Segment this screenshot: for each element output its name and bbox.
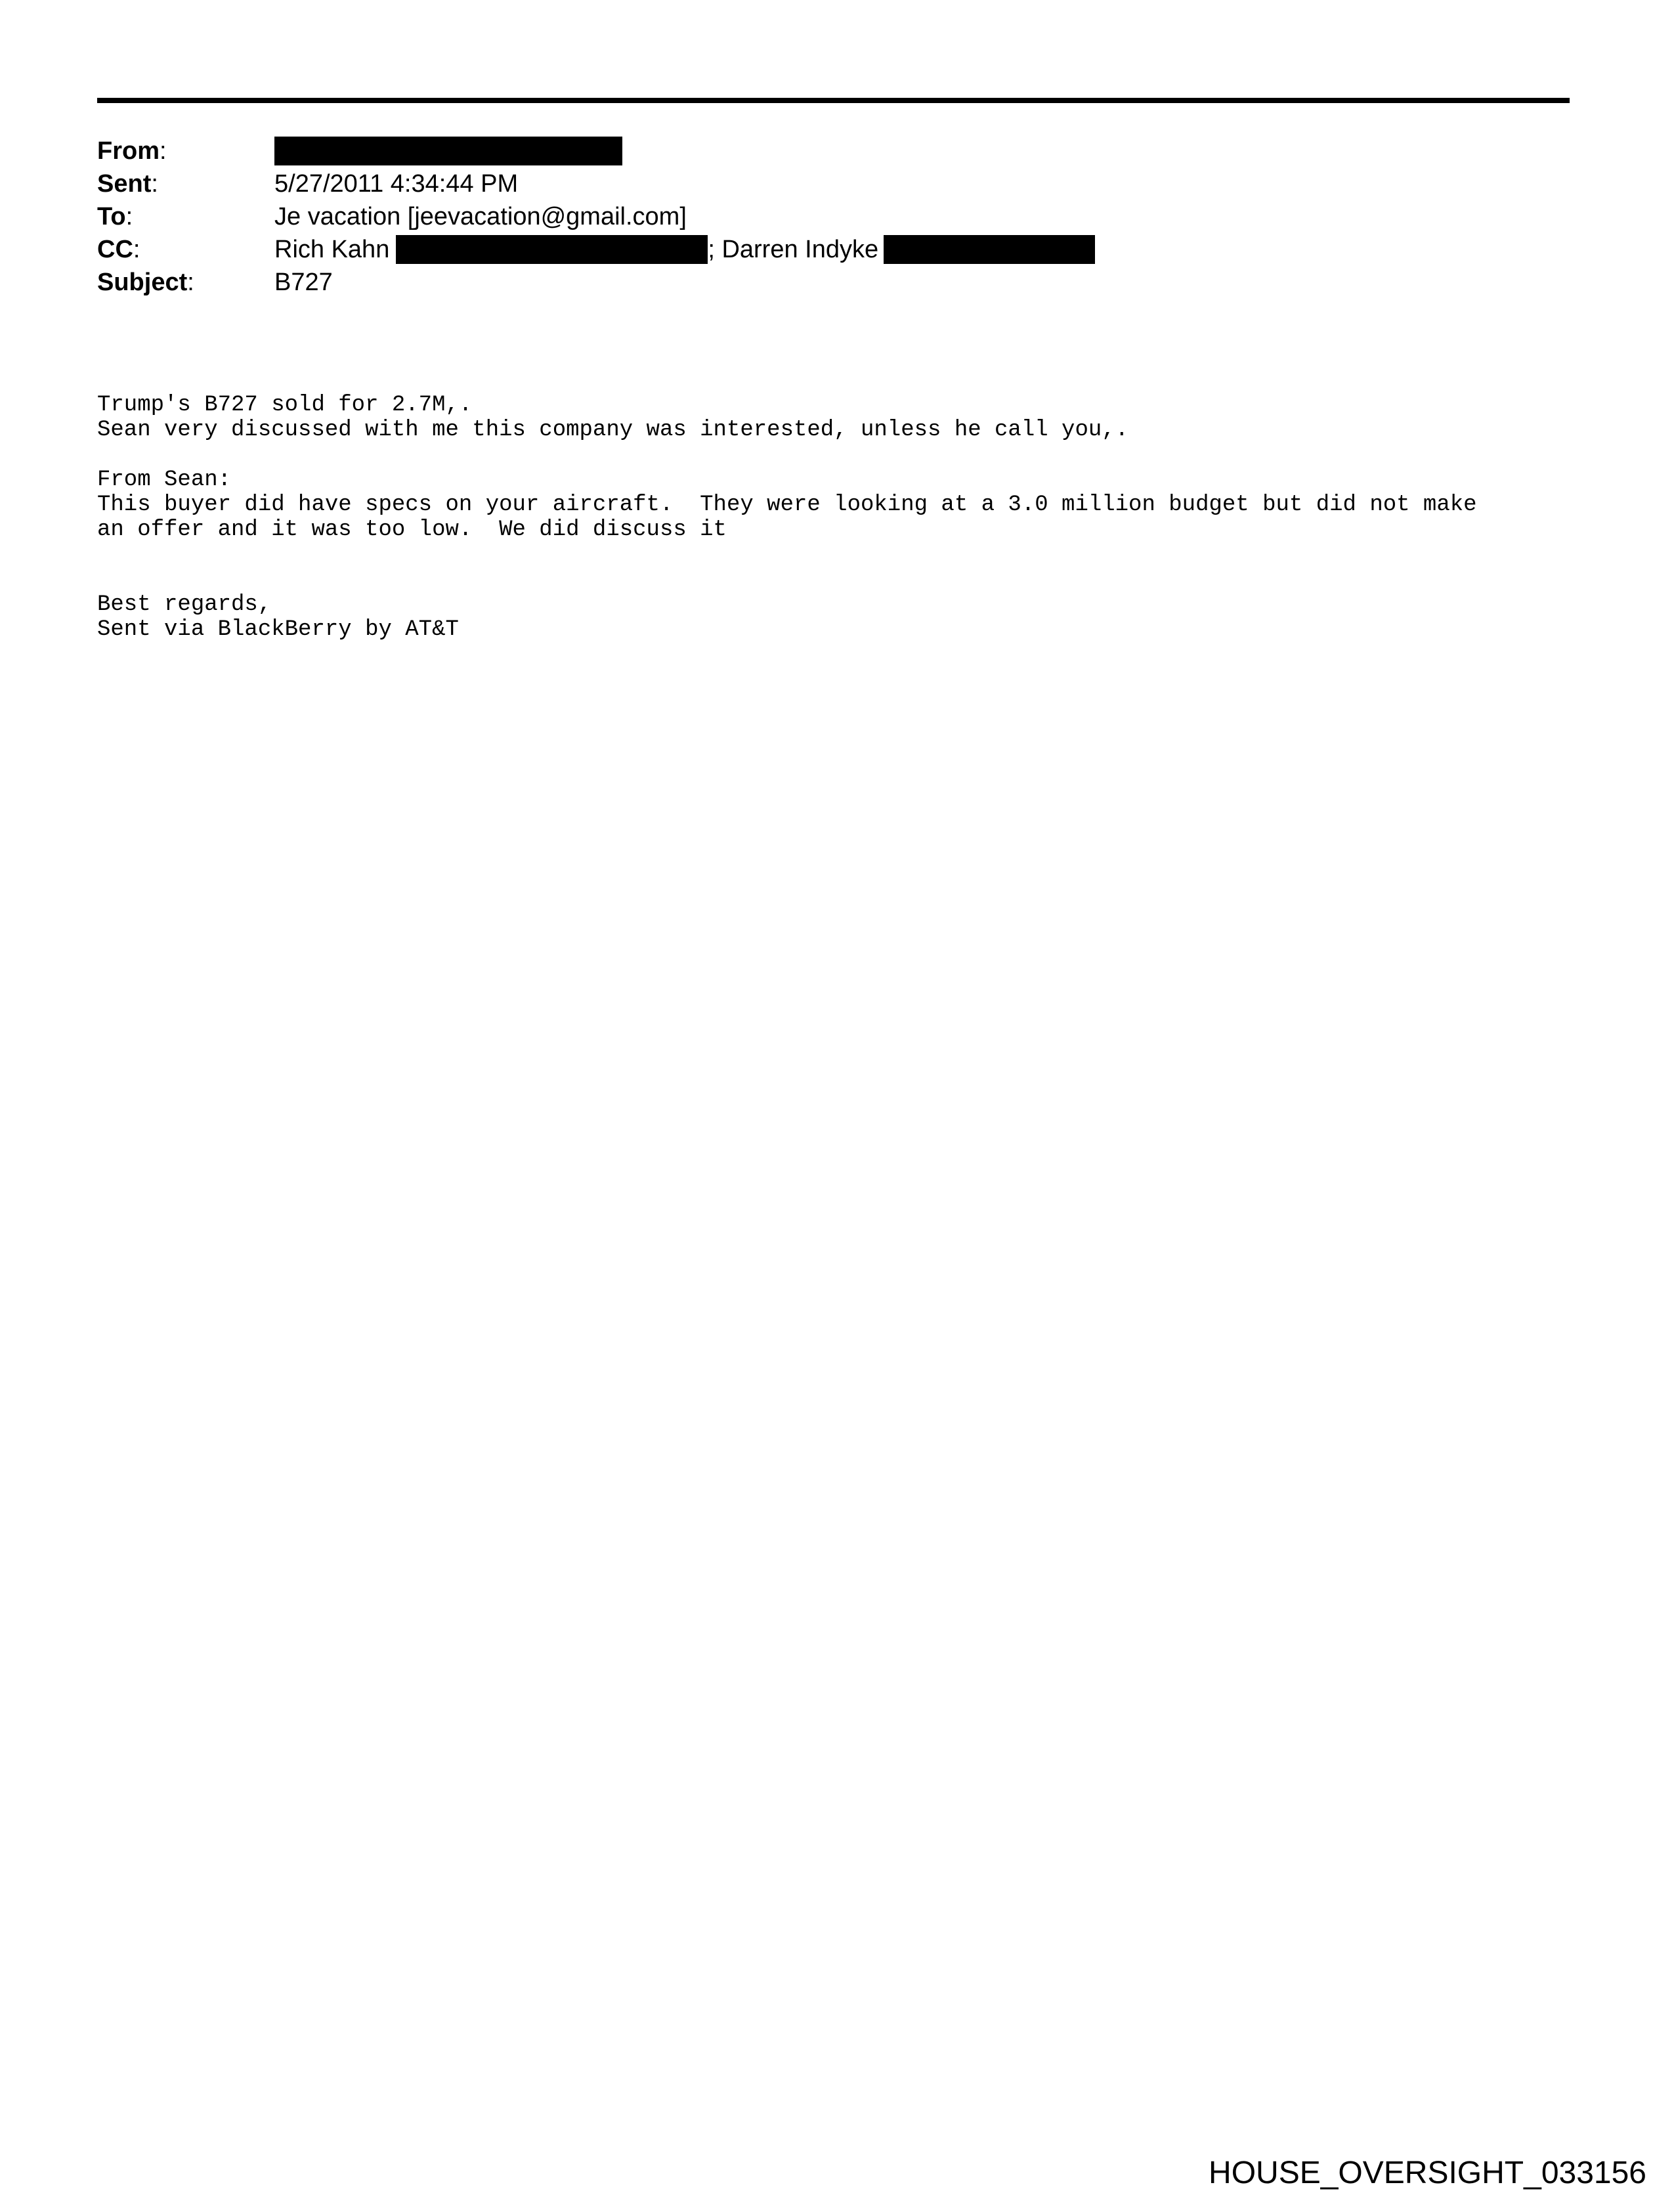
to-row	[97, 200, 1541, 233]
cc-name-darren-indyke: ; Darren Indyke	[708, 236, 879, 263]
subject-row	[97, 266, 1541, 299]
redaction-box	[884, 235, 1095, 264]
cc-value	[274, 233, 1095, 266]
body-line: Sean very discussed with me this company was interested, unless he call you,.	[97, 418, 1129, 443]
body-line: From Sean:	[97, 467, 232, 492]
email-body	[97, 393, 1607, 642]
cc-name-rich-kahn: Rich Kahn	[274, 236, 390, 263]
sent-label: Sent:	[97, 170, 158, 198]
cc-row	[97, 233, 1541, 266]
from-value	[274, 135, 622, 167]
cc-label: CC:	[97, 236, 140, 263]
body-line: an offer and it was too low. We did discuss it	[97, 517, 727, 542]
body-line: Trump's B727 sold for 2.7M,.	[97, 393, 473, 418]
redaction-box	[274, 137, 622, 165]
to-label: To:	[97, 203, 133, 230]
body-line: This buyer did have specs on your aircraft. They were looking at a 3.0 million budget but did not make	[97, 492, 1477, 517]
from-row	[97, 135, 1541, 167]
header-divider-rule	[97, 98, 1570, 103]
to-value: Je vacation [jeevacation@gmail.com]	[274, 203, 687, 230]
subject-label: Subject:	[97, 269, 194, 296]
email-header	[97, 135, 1541, 299]
sent-row	[97, 167, 1541, 200]
from-label: From:	[97, 137, 167, 165]
bates-number: HOUSE_OVERSIGHT_033156	[1209, 2156, 1646, 2190]
sent-value: 5/27/2011 4:34:44 PM	[274, 170, 519, 198]
subject-value: B727	[274, 269, 333, 296]
signature-line: Best regards,	[97, 592, 272, 617]
signature-line: Sent via BlackBerry by AT&T	[97, 617, 459, 642]
redaction-box	[396, 235, 708, 264]
